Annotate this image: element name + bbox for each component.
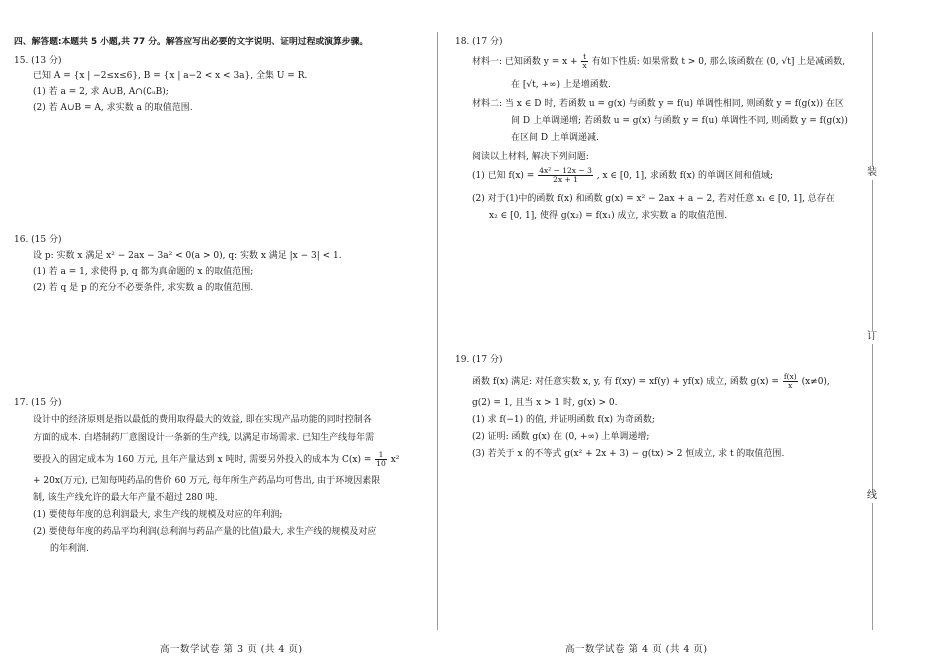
q18-number: 18. (17 分) (455, 37, 503, 47)
q18-fraction-denominator: x (582, 60, 587, 70)
q17-line1: 设计中的经济原则是指以最低的费用取得最大的效益, 即在实现产品功能的同时控制各 (33, 415, 372, 425)
q15-number: 15. (13 分) (14, 56, 62, 66)
q17-line3-text: 要投入的固定成本为 160 万元, 且年产量达到 x 吨时, 需要另外投入的成本为 C(x) = (33, 454, 372, 465)
q19-stem-text: 函数 f(x) 满足: 对任意实数 x, y, 有 f(xy) = xf(y) + yf(x) 成立, 函数 g(x) = (472, 376, 779, 387)
q18-part1-tail: , x ∈ [0, 1], 求函数 f(x) 的单调区间和值域; (596, 170, 774, 181)
q19-part1: (1) 求 f(−1) 的值, 并证明函数 f(x) 为奇函数; (472, 415, 655, 425)
q18-material2-line3: 在区间 D 上单调递减. (511, 133, 599, 143)
q18-fraction-numerator: t (583, 52, 587, 61)
q17-line3-tail: x² (390, 454, 400, 465)
column-divider (437, 32, 438, 630)
q15-stem: 已知 A = {x | −2≤x≤6}, B = {x | a−2 < x < 3a}, 全集 U = R. (33, 71, 308, 81)
q16-part1: (1) 若 a = 1, 求使得 p, q 都为真命题的 x 的取值范围; (33, 267, 254, 277)
section-heading: 四、解答题:本题共 5 小题,共 77 分。解答应写出必要的文字说明、证明过程或演算步骤。 (14, 37, 369, 47)
q18-part1-text: (1) 已知 f(x) = (472, 170, 535, 181)
binding-mark-xian: 线 (867, 490, 877, 501)
q19-stem-line2: g(2) = 1, 且当 x > 1 时, g(x) > 0. (472, 398, 618, 408)
q18-part1-denominator: 2x + 1 (538, 175, 593, 184)
q17-fraction-denominator: 10 (376, 458, 386, 468)
q18-material2-line1: 材料二: 当 x ∈ D 时, 若函数 u = g(x) 与函数 y = f(u) 单调性相同, 则函数 y = f(g(x)) 在区 (472, 99, 844, 109)
q18-material1-text: 材料一: 已知函数 y = x + (472, 56, 578, 67)
q17-part2-line2: 的年利润. (50, 544, 89, 554)
q17-line5: 制, 该生产线允许的最大年产量不超过 280 吨. (33, 493, 218, 503)
q19-fraction (783, 373, 798, 390)
q17-line3 (33, 451, 399, 468)
q18-material1 (472, 53, 845, 70)
q17-number: 17. (15 分) (14, 398, 62, 408)
q18-part1 (472, 167, 773, 184)
q18-material2-line2: 间 D 上单调递增; 若函数 u = g(x) 与函数 y = f(u) 单调性不同, 则函数 y = f(g(x)) (511, 116, 848, 126)
q18-part1-numerator: 4x² − 12x − 3 (539, 166, 592, 175)
q19-fraction-denominator: x (783, 381, 798, 390)
q19-part2: (2) 证明: 函数 g(x) 在 (0, +∞) 上单调递增; (472, 432, 650, 442)
q15-part1: (1) 若 a = 2, 求 A∪B, A∩(∁ᵤB); (33, 87, 169, 97)
q17-part2-line1: (2) 要使每年度的药品平均利润(总利润与药品产量的比值)最大, 求生产线的规模及对应 (33, 527, 377, 537)
q18-material1-fraction (581, 53, 587, 70)
q19-fraction-numerator: f(x) (783, 372, 797, 381)
q19-stem-tail: (x≠0), (801, 376, 830, 387)
binding-mark-zhuang: 装 (867, 167, 877, 178)
q18-read: 阅读以上材料, 解决下列问题: (472, 152, 589, 162)
q16-part2: (2) 若 q 是 p 的充分不必要条件, 求实数 a 的取值范围. (33, 283, 254, 293)
q19-number: 19. (17 分) (455, 355, 503, 365)
footer-left: 高一数学试卷 第 3 页 (共 4 页) (160, 644, 303, 655)
q18-part2-line2: x₂ ∈ [0, 1], 使得 g(x₂) = f(x₁) 成立, 求实数 a 的取值范围. (489, 211, 728, 221)
q18-material1-cont: 在 [√t, +∞) 上是增函数. (511, 80, 611, 90)
q19-stem-line1 (472, 373, 830, 390)
q19-part3: (3) 若关于 x 的不等式 g(x² + 2x + 3) − g(tx) > 2 恒成立, 求 t 的取值范围. (472, 449, 785, 459)
q18-material1-tail: 有如下性质: 如果常数 t > 0, 那么该函数在 (0, √t] 上是减函数, (591, 56, 846, 67)
binding-mark-ding: 订 (867, 331, 877, 342)
q18-part2-line1: (2) 对于(1)中的函数 f(x) 和函数 g(x) = x² − 2ax + a − 2, 若对任意 x₁ ∈ [0, 1], 总存在 (472, 194, 835, 204)
q15-part2: (2) 若 A∪B = A, 求实数 a 的取值范围. (33, 103, 193, 113)
q17-part1: (1) 要使每年度的总利润最大, 求生产线的规模及对应的年利润; (33, 510, 283, 520)
q17-fraction-numerator: 1 (378, 450, 384, 459)
q17-line4: + 20x(万元), 已知每吨药品的售价 60 万元, 每年所生产药品均可售出, 由于环境因素限 (33, 476, 381, 486)
q17-line2: 方面的成本. 白塔制药厂意图设计一条新的生产线, 以满足市场需求. 已知生产线每年需 (33, 433, 375, 443)
q16-stem: 设 p: 实数 x 满足 x² − 2ax − 3a² < 0(a > 0), q: 实数 x 满足 |x − 3| < 1. (33, 251, 342, 261)
q17-fraction (375, 451, 387, 468)
q16-number: 16. (15 分) (14, 235, 62, 245)
q18-part1-fraction (538, 167, 593, 184)
footer-right: 高一数学试卷 第 4 页 (共 4 页) (565, 644, 708, 655)
